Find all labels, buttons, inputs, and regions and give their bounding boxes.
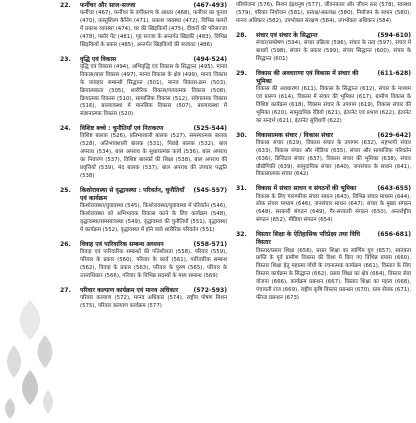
chapter-title: वृद्धि एवं विकास xyxy=(80,55,117,63)
chapter-title: संचार एवं संचार के सिद्धान्त xyxy=(256,31,318,39)
chapter-title: किशोरावस्था से वृद्धावस्था : परिवर्तन, चुनौतियाँ एवं कार्यक्रम xyxy=(80,186,185,203)
toc-entry-25[interactable] xyxy=(60,187,227,235)
chapter-title: विवाह एवं पारिवारिक सम्बन्ध अध्ययन xyxy=(80,240,164,248)
chapter-title: विकास की अवधारणा एवं विकास में संचार की भूमिका xyxy=(256,69,359,85)
chapter-heading xyxy=(60,2,227,10)
chapter-topics: फर्नीचर (467), फर्नीचर के वर्गीकरण के आधार (468), फर्नीचर का चुनाव (470), वास्तुशिल्प कैनिंग (471), प्रकाश व्यवस्था (472), विभिन्न कमरों में प्रकाश व्यवस्था (474), घर की खिड़कियाँ (475), दीवारों की परिसज्जा (478), फ्लोर पेंट (481), गृह सज्जा के अन्तर्गत खिड़की (483), विभिन्न खिड़कियों के प्रकार (485), अन्तर्गत खिड़कियों की सजावट (486) xyxy=(80,10,227,48)
chapter-page-range: (525-544) xyxy=(193,125,227,133)
chapter-number: 31. xyxy=(236,185,247,193)
chapter-heading xyxy=(60,56,227,64)
chapter-title: विकासात्मक संचार / विकास संचार xyxy=(256,131,334,139)
chapter-title: परिवार कल्याण कार्यक्रम एवं मानव अधिकार xyxy=(80,286,179,294)
toc-left-column xyxy=(60,0,227,311)
chapter-title: विशिष्ट बच्चे : चुनौतियाँ एवं निराकरण xyxy=(80,125,164,133)
chapter-number: 26. xyxy=(60,240,71,248)
chapter-topics: विकास के लिए पारम्परिक संचार साधन (643), विभिन्न संचार माध्यम (644), लोक संचार माध्यम (646), जनसंचार साधन (647), संचार के मुख्य संगठन (648), सरकारी संगठन (649), गैर-सरकारी संगठन (650), अन्तर्राष्ट्रीय संगठन (652), मीडिया संगठन (654) xyxy=(256,193,411,224)
chapter-topics: विकास संचार (629), विकास संचार के उपागम (632), सहभागी संचार (633), विकास संचार और मीडिया (635), संचार और सामाजिक परिवर्तन (636), डिजिटल संचार (637), विकास संचार की भूमिका (638), संचार प्रौद्योगिकी (639), सामुदायिक संचार (640), जनसंचार के साधन (641), विकासात्मक संचार (642) xyxy=(256,139,411,178)
chapter-title: विकास में संचार साधन व संगठनों की भूमिका xyxy=(256,185,357,193)
chapter-topics: विवाह एवं पारिवारिक सम्बन्धों की गतिशीलता (558), परिवार (559), परिवार के प्रकार (560), परिवार के कार्य (561), पारिवारिक सम्बन्ध (562), विवाह के प्रकार (563), परिवार के पुरुष (565), परिवार के उत्तराधिकार (566), परिवार के विभिन्न सदस्यों के मध्य सम्बन्ध (569) xyxy=(80,249,227,279)
toc-entry-24[interactable] xyxy=(60,125,227,181)
chapter-number: 28. xyxy=(236,31,247,39)
chapter-heading xyxy=(60,241,227,249)
chapter-page-range: (629-642) xyxy=(377,131,411,139)
chapter-topics: वृद्धि एवं विकास (494), अभिवृद्धि एवं विकास के सिद्धान्त (495), मानव विकास/बाल विकास (497), मानव विकास के क्षेत्र (499), मानव विकास के व्यवहार सम्बन्धी सिद्धान्त (501), मानव विकास-क्रम (503), क्रियात्मकता (505), शारीरिक विकास/गत्यात्मक विकास (508), क्रियात्मक विकास (510), सामाजिक विकास (512), संवेगात्मक विकास (516), बाल्यावस्था में मानसिक विकास (507), बाल्यावस्था में संज्ञानात्मक विकास (520) xyxy=(80,63,227,118)
chapter-topics: विस्तार/प्रसार शिक्षा (656), प्रसार शिक्षा का स्वर्णिम युग (657), स्वतंत्रता प्राप्ति के पूर्व ग्रामीण विकास की दिशा में किए गए विभिन्न प्रयास (660), विस्तार शिक्षा हेतु महात्मा गाँधी के रचनात्मक कार्यक्रम (661), विस्तार के लिए विस्तार कार्यक्रम के सिद्धान्त (662), प्रसार शिक्षा का क्षेत्र (664), विस्तार सेवा योजना (666), कार्यक्रम प्रबन्धन (667), विस्तार शिक्षा का महत्व (668), पंचायती राज (669), राष्ट्रीय कृषि विस्तार प्रबन्धन (670), ग्राम सेवक (671), फील्ड प्रबन्धन (673) xyxy=(256,247,411,301)
chapter-topics: परियोजना (576), मिशन इंद्रधनुष (577), जीवनकाल और जीवन स्तर (578), स्वास्थ्य (579), परिवार नियोजन (581), प्रत्यक्ष/अप्रत्यक्ष (580), नियोजन के साधन (580), मानव अधिकार (582), उपभोक्ता संरक्षण (584), उपभोक्ता अधिकार (584) xyxy=(236,2,411,24)
toc-right-column xyxy=(236,0,411,303)
chapter-heading xyxy=(236,132,411,140)
chapter-topics: विकास की अवधारणा (611), विकास के सिद्धान्त (612), संचार के माध्यम एवं प्रारूप (614), विकास में संचार की भूमिका (617), ग्रामीण विकास के विशिष्ट कार्यक्रम (618), विकास संचार के उपागम (619), विकास संचार की भूमिका (620), सामुदायिक रेडियो (621), इंटरनेट एवं प्रभाव (622), इंटरनेट का सन्दर्भ (621), इंटरनेट सुविधाएँ (622) xyxy=(256,86,411,124)
chapter-number: 27. xyxy=(60,286,71,294)
chapter-number: 32. xyxy=(236,231,247,239)
chapter-page-range: (594-610) xyxy=(377,31,411,39)
chapter-heading xyxy=(236,32,411,40)
toc-entry-23[interactable] xyxy=(60,56,227,120)
leaf-pattern-graphic xyxy=(0,300,60,419)
toc-entry-26[interactable] xyxy=(60,241,227,281)
chapter-heading xyxy=(236,231,411,247)
toc-entry-22-continued[interactable] xyxy=(60,2,227,50)
toc-entry-32[interactable] xyxy=(236,231,411,303)
toc-entry-27-continued xyxy=(236,2,411,26)
toc-entry-28[interactable] xyxy=(236,32,411,64)
chapter-topics: परिवार कल्याण (572), मानव अधिकार (574), राष्ट्रीय पोषण मिशन (575), परिवार कल्याण कार्यक्रम (577) xyxy=(80,294,227,309)
chapter-page-range: (572-593) xyxy=(193,286,227,294)
chapter-topics: किशोरावस्था/युवावस्था (545), किशोरावस्था/युवावस्था में परिवर्तन (546), किशोरावस्था को अभिभावक विकास करने के लिए कार्यक्रम (548), वृद्धावस्था/समस्यावस्था (549), वृद्धावस्था की चुनौतियाँ (551), वृद्धावस्था में कार्यक्रम (552), वृद्धावस्था में होने वाले शारीरिक परिवर्तन (551) xyxy=(80,203,227,234)
chapter-topics: संचार/सम्प्रेषण (594), संचार प्रक्रिया (596), संचार के तत्व (597), संचार में बाधाएँ (598), संचार के प्रकार (599), संचार सिद्धान्त (600), संचार के सिद्धान्त (601) xyxy=(256,39,411,62)
chapter-title: फर्नीचर और साज-सज्जा xyxy=(80,2,136,9)
chapter-page-range: (558-571) xyxy=(193,240,227,248)
toc-entry-30[interactable] xyxy=(236,132,411,180)
toc-entry-31[interactable] xyxy=(236,185,411,225)
toc-entry-27[interactable] xyxy=(60,287,227,311)
chapter-page-range: (656-681) xyxy=(377,231,411,239)
chapter-page-range: (611-628) xyxy=(377,69,411,77)
chapter-title: विस्तार शिक्षा के ऐतिहासिक परिप्रेक्ष्य तथा विधि विस्तार xyxy=(256,231,361,247)
chapter-number: 29. xyxy=(236,69,247,77)
chapter-topics: विशिष्ट बालक (526), प्रतिभाशाली बालक (527), समस्यात्मक बालक (528), अतिभावशाली बालक (531), पिछड़े बालक (532), बाल अपराध (534), बाल अपराध के सुधारात्मक कार्य (536), बाल अपराध का निवारण (537), विशिष्ट बालकों की शिक्षा (538), बाल अपराध की प्रवृत्तियाँ (539), मंद बालक (537), बाल अपराध की उपचार पद्धति (538) xyxy=(80,133,227,180)
chapter-page-range: (643-655) xyxy=(377,185,411,193)
chapter-page-range: (467-493) xyxy=(193,2,227,9)
chapter-heading xyxy=(236,185,411,193)
chapter-number: 24. xyxy=(60,125,71,133)
chapter-heading xyxy=(236,70,411,86)
chapter-number: 30. xyxy=(236,131,247,139)
chapter-page-range: (545-557) xyxy=(193,186,227,194)
toc-entry-29[interactable] xyxy=(236,70,411,126)
chapter-number: 23. xyxy=(60,55,71,63)
chapter-heading xyxy=(60,187,227,203)
chapter-page-range: (494-524) xyxy=(193,55,227,63)
decorative-graphic xyxy=(0,300,60,419)
chapter-number: 22. xyxy=(60,2,71,9)
chapter-heading xyxy=(60,287,227,295)
chapter-number: 25. xyxy=(60,186,71,194)
